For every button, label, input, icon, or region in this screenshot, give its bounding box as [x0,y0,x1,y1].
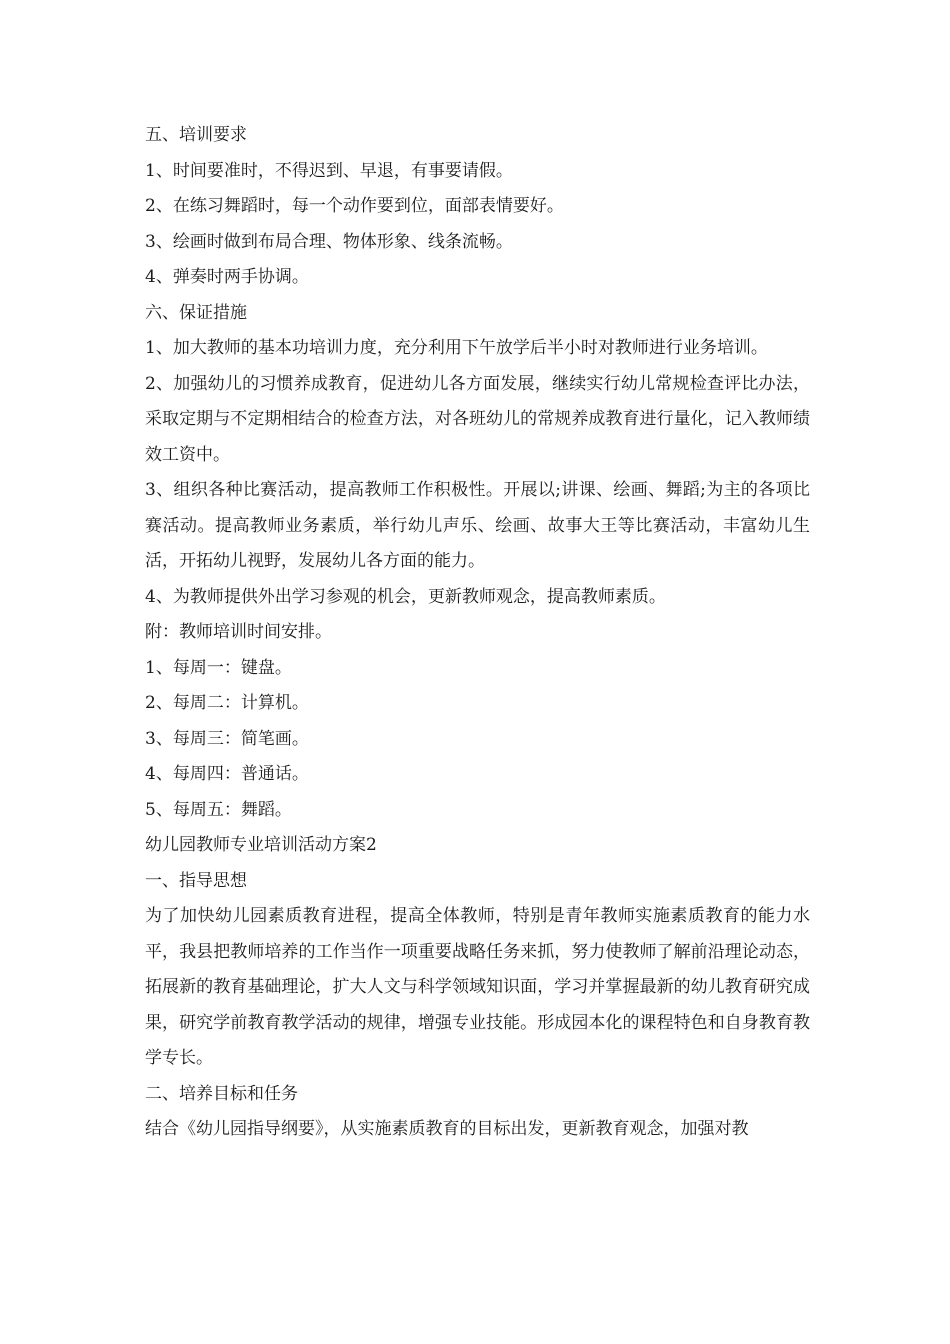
guiding-ideology-paragraph: 为了加快幼儿园素质教育进程，提高全体教师，特别是青年教师实施素质教育的能力水平，我县把教师培养的工作当作一项重要战略任务来抓，努力使教师了解前沿理论动态，拓展新的教育基础理论，扩大人文与科学领域知识面，学习并掌握最新的幼儿教育研究成果，研究学前教育教学活动的规律，增强专业技能。形成园本化的课程特色和自身教育教学专长。 [145,906,810,1068]
goals-paragraph: 结合《幼儿园指导纲要》，从实施素质教育的目标出发，更新教育观念，加强对教 [145,1119,749,1139]
schedule-item-friday: 5、每周五：舞蹈。 [145,799,292,820]
section-heading-guiding-ideology: 一、指导思想 [145,870,247,891]
schedule-item-tuesday: 2、每周二：计算机。 [145,693,309,713]
document-body [145,118,810,1148]
requirement-item-1: 1、时间要准时，不得迟到、早退，有事要请假。 [145,160,513,181]
measure-item-1: 1、加大教师的基本功培训力度，充分利用下午放学后半小时对教师进行业务培训。 [145,338,768,358]
requirement-item-4: 4、弹奏时两手协调。 [145,267,309,287]
plan-2-title: 幼儿园教师专业培训活动方案2 [145,835,377,855]
requirement-item-2: 2、在练习舞蹈时，每一个动作要到位，面部表情要好。 [145,196,564,216]
measure-item-4: 4、为教师提供外出学习参观的机会，更新教师观念，提高教师素质。 [145,586,666,607]
section-heading-training-requirements: 五、培训要求 [145,125,247,145]
section-heading-guarantee-measures: 六、保证措施 [145,302,247,323]
measure-item-2: 2、加强幼儿的习惯养成教育，促进幼儿各方面发展，继续实行幼儿常规检查评比办法，采取定期与不定期相结合的检查方法，对各班幼儿的常规养成教育进行量化，记入教师绩效工资中。 [145,373,810,465]
requirement-item-3: 3、绘画时做到布局合理、物体形象、线条流畅。 [145,231,513,252]
schedule-item-wednesday: 3、每周三：简笔画。 [145,728,309,749]
schedule-item-monday: 1、每周一：键盘。 [145,657,292,678]
schedule-item-thursday: 4、每周四：普通话。 [145,764,309,784]
appendix-heading: 附：教师培训时间安排。 [145,622,332,642]
section-heading-goals-and-tasks: 二、培养目标和任务 [145,1083,298,1104]
measure-item-3: 3、组织各种比赛活动，提高教师工作积极性。开展以;讲课、绘画、舞蹈;为主的各项比赛活动。提高教师业务素质，举行幼儿声乐、绘画、故事大王等比赛活动，丰富幼儿生活，开拓幼儿视野，发展幼儿各方面的能力。 [145,480,810,571]
